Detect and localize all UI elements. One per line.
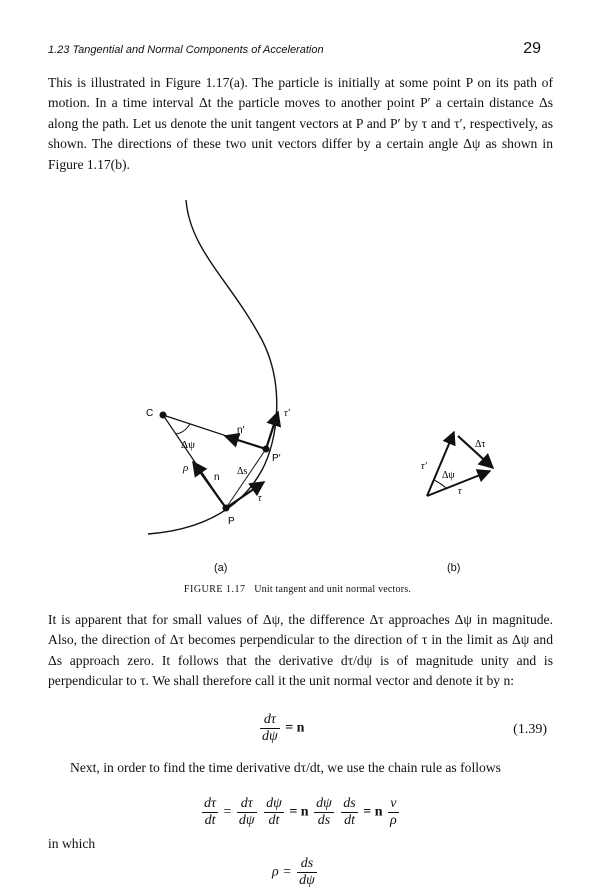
- label-C: C: [146, 408, 154, 419]
- subfigure-a-label: (a): [214, 562, 228, 574]
- paragraph-next: [48, 758, 553, 778]
- figure-diagram: [0, 190, 595, 585]
- label-delta-psi-a: Δψ: [181, 439, 195, 451]
- label-delta-s: Δs: [237, 466, 248, 477]
- chain-f2-den: dψ: [238, 813, 255, 828]
- running-header: [48, 40, 555, 62]
- caption-text: Unit tangent and unit normal vectors.: [254, 584, 412, 595]
- section-title: 1.23 Tangential and Normal Components of Acceleration: [48, 44, 324, 56]
- chain-eq1: =: [223, 804, 232, 820]
- eq139-num: dτ: [260, 712, 280, 729]
- paragraph-2: [48, 610, 553, 692]
- paragraph-2-text: It is apparent that for small values of Δψ, the difference Δτ approaches Δψ in magnitude. Also, the direction of Δτ becomes perpendicular to the direction of τ in the limit as Δψ and Δs approach zero. It follows that the derivative dτ/dψ is of magnitude unity and is perpendicular to τ. We shall therefore call it the unit normal vector and denote it by n:: [48, 612, 553, 689]
- eq139-den: dψ: [262, 729, 278, 744]
- equation-1-39: [258, 712, 304, 745]
- label-delta-tau: Δτ: [475, 439, 486, 450]
- label-n: n: [214, 472, 220, 483]
- caption-id: FIGURE 1.17: [183, 584, 246, 595]
- rho-lhs: ρ =: [272, 864, 292, 880]
- chain-f3-den: dt: [268, 813, 280, 828]
- n-prime-vector: [225, 436, 266, 449]
- chain-f1-num: dτ: [204, 796, 217, 811]
- chain-f3-num: dψ: [266, 796, 282, 811]
- delta-psi-arc: [176, 424, 190, 434]
- figure-caption: [0, 584, 595, 595]
- eq139-fraction: [260, 712, 280, 745]
- rho-equation: [272, 856, 319, 889]
- point-C: [160, 412, 167, 419]
- chain-f6-den: ρ: [390, 813, 397, 828]
- subfigure-b-label: (b): [447, 562, 461, 574]
- label-delta-psi-b: Δψ: [442, 470, 455, 481]
- chain-rule-equation: [200, 796, 401, 829]
- label-P: P: [228, 516, 235, 527]
- chain-eq3: = n: [363, 804, 383, 820]
- paragraph-next-text: Next, in order to find the time derivative dτ/dt, we use the chain rule as follows: [70, 760, 501, 775]
- paragraph-1-text: This is illustrated in Figure 1.17(a). The particle is initially at some point P on its path of motion. In a time interval Δt the particle moves to another point P′ a certain distance Δs along the path. Let us denote the unit tangent vectors at P and P′ by τ and τ′, respectively, as shown. The directions of these two unit vectors differ by a certain angle Δψ as shown in Figure 1.17(b).: [48, 75, 553, 172]
- rho-den: dψ: [299, 873, 315, 888]
- label-tau-a: τ: [258, 493, 262, 504]
- label-tau-b: τ: [458, 486, 462, 497]
- chain-f5-den: dt: [344, 813, 355, 828]
- eq139-rhs: = n: [285, 720, 305, 736]
- rho-num: ds: [297, 856, 317, 873]
- figure-1-17: [0, 190, 595, 585]
- chain-f6-num: v: [388, 796, 399, 813]
- label-n-prime: n′: [237, 425, 245, 436]
- path-curve: [148, 200, 277, 534]
- label-tau-prime-a: τ′: [284, 408, 290, 419]
- label-rho: ρ: [183, 462, 189, 474]
- chain-f4-den: ds: [317, 813, 331, 828]
- chain-eq2: = n: [289, 804, 309, 820]
- in-which-text: in which: [48, 836, 96, 851]
- n-vector: [193, 462, 226, 508]
- b-delta-psi-arc: [434, 480, 447, 489]
- chain-f5-num: ds: [343, 796, 356, 811]
- point-P: [223, 505, 230, 512]
- equation-number-1-39: (1.39): [513, 722, 547, 737]
- point-P-prime: [263, 446, 270, 453]
- page-number: 29: [523, 40, 541, 57]
- paragraph-1: [48, 73, 553, 175]
- label-P-prime: P′: [272, 453, 281, 464]
- label-tau-prime-b: τ′: [421, 461, 427, 472]
- chain-f1-den: dt: [204, 813, 216, 828]
- chain-f4-num: dψ: [316, 796, 332, 811]
- chain-f2-num: dτ: [237, 796, 257, 813]
